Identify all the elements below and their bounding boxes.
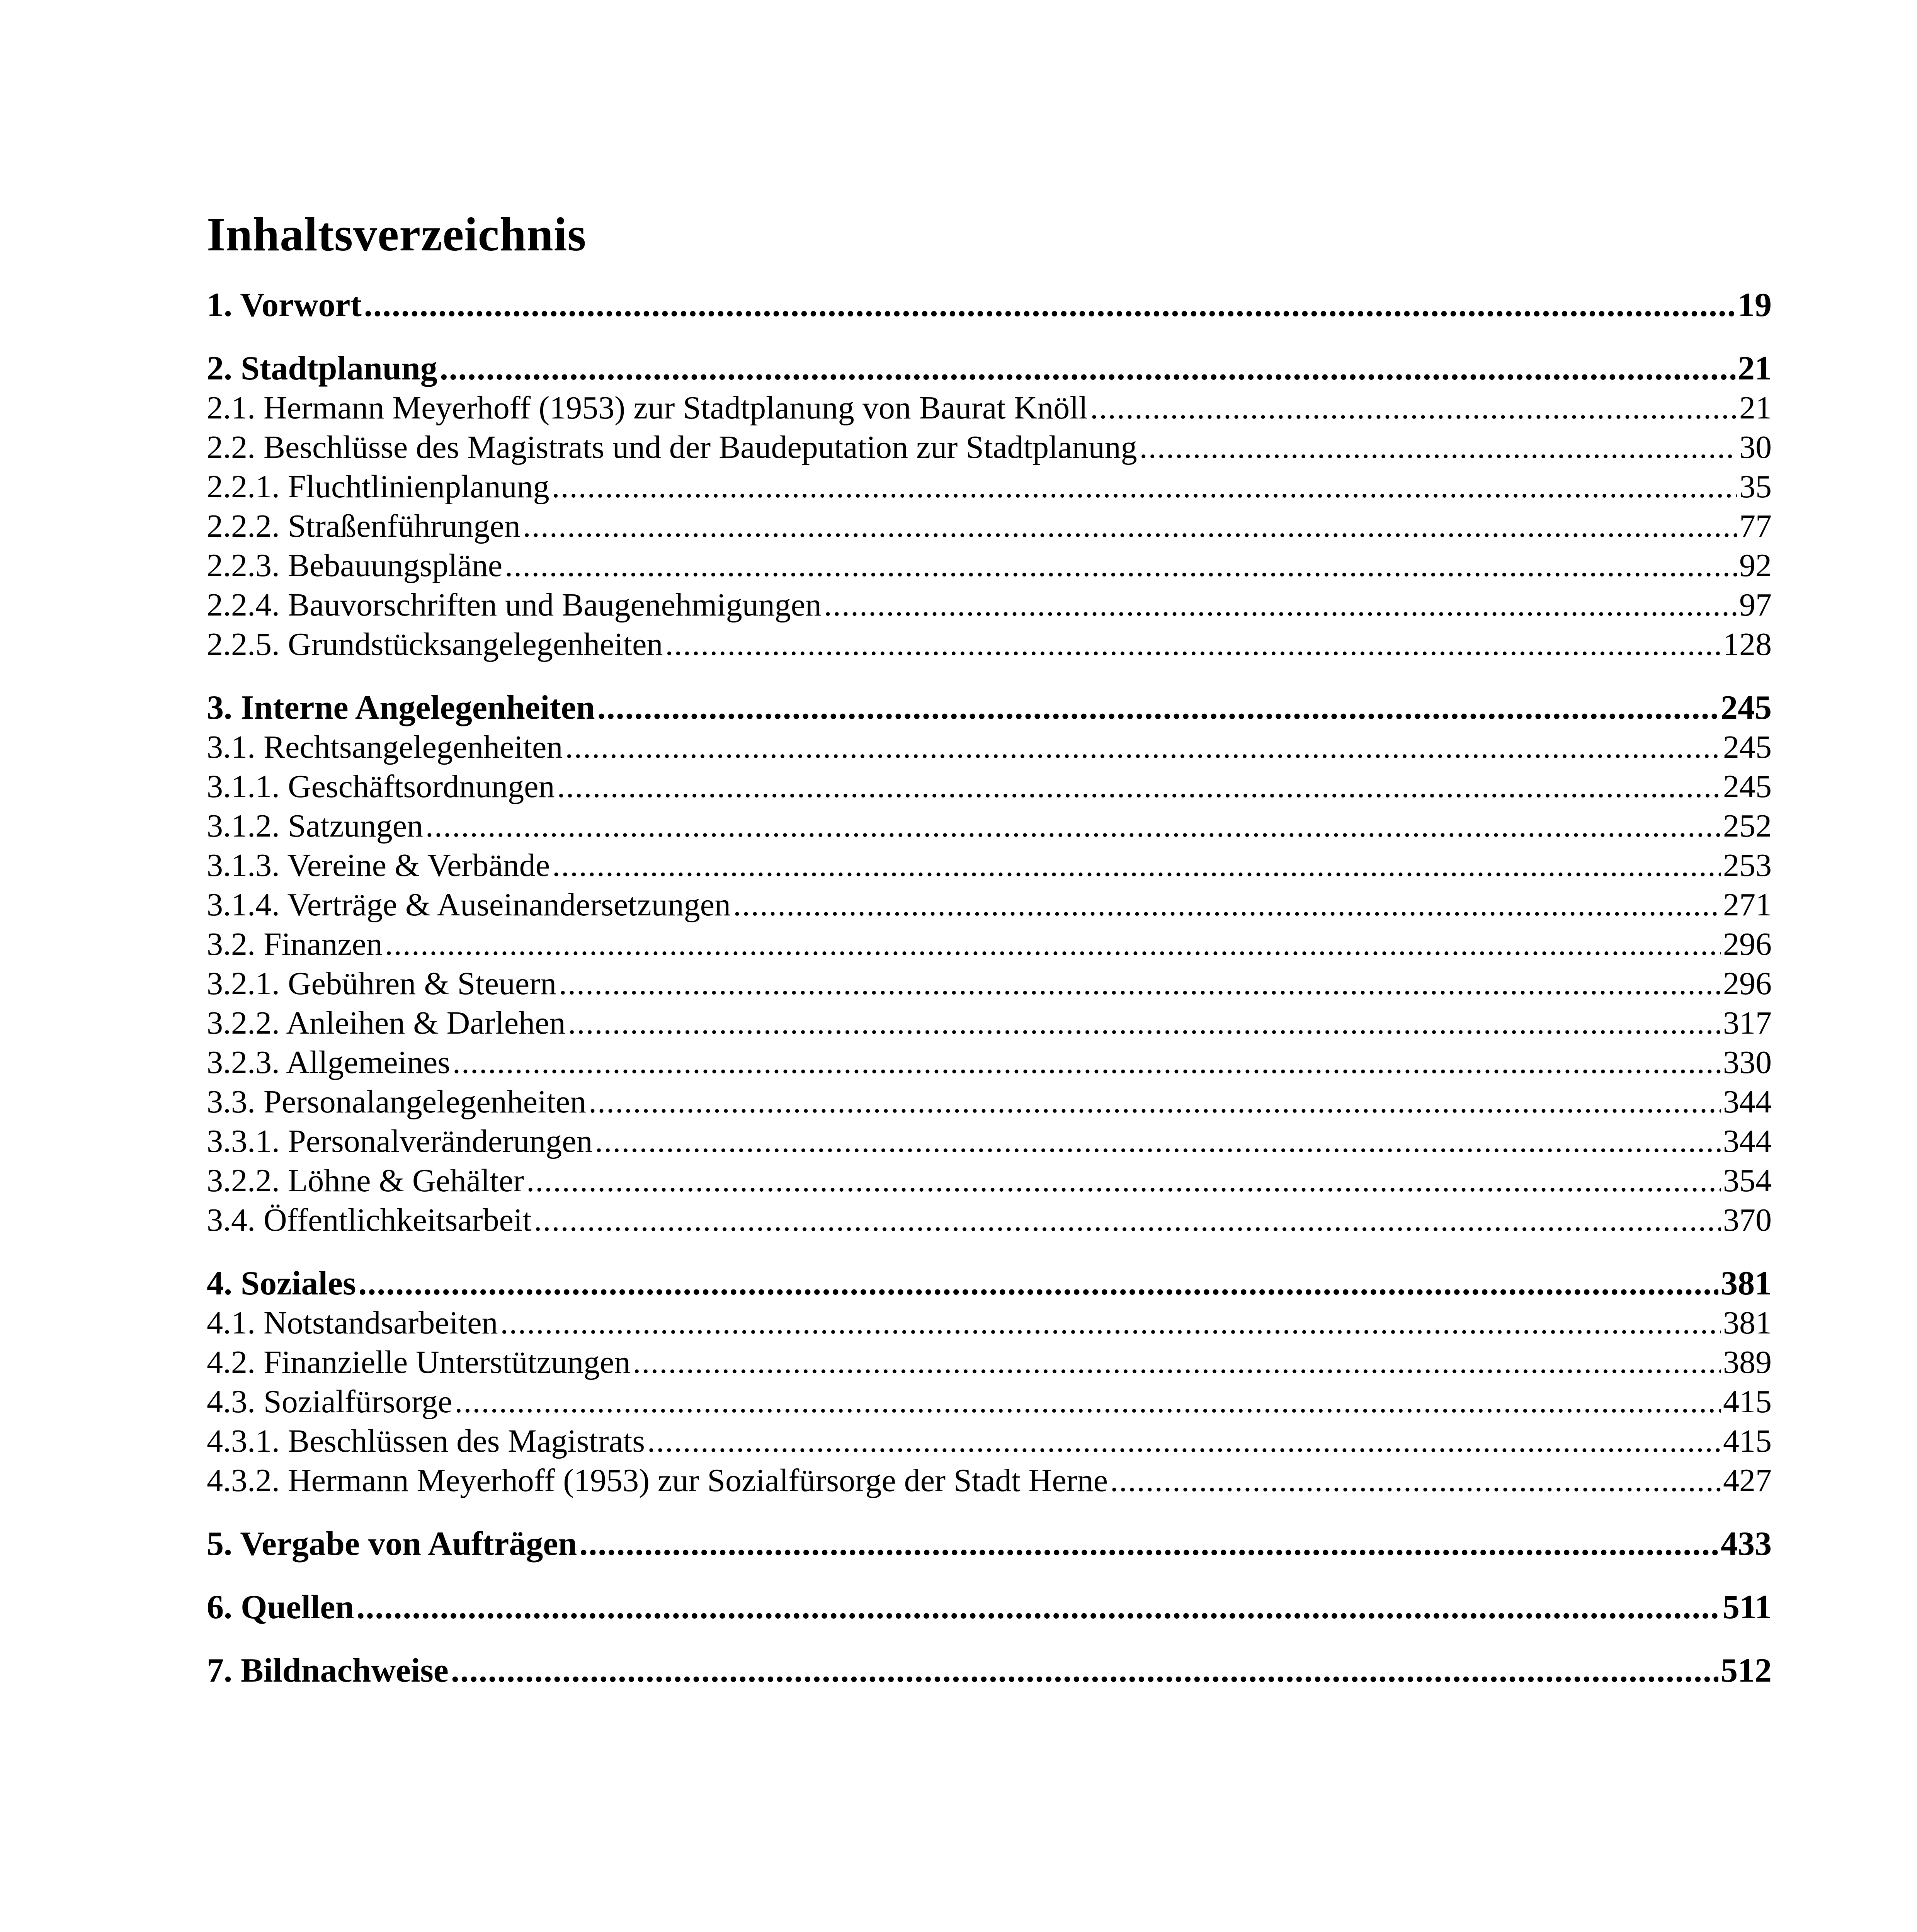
toc-page-number: 415	[1723, 1423, 1772, 1459]
dot-leader	[568, 1003, 1721, 1043]
toc-page-number: 245	[1723, 769, 1772, 804]
dot-leader	[552, 846, 1721, 885]
toc-entry-label: 1. Vorwort	[207, 286, 362, 324]
toc-section-entry[interactable]	[207, 1082, 1772, 1122]
toc-page-number: 317	[1723, 1005, 1772, 1041]
toc-entry-label: 2.2.3. Bebauungspläne	[207, 548, 503, 583]
toc-chapter-entry[interactable]	[207, 1264, 1772, 1303]
dot-leader	[454, 1382, 1721, 1422]
toc-section-entry[interactable]	[207, 1303, 1772, 1343]
toc-section-entry[interactable]	[207, 428, 1772, 467]
toc-page-number: 354	[1723, 1163, 1772, 1199]
dot-leader	[451, 1651, 1718, 1690]
toc-page-number: 427	[1723, 1463, 1772, 1498]
toc-section-entry[interactable]	[207, 1343, 1772, 1382]
toc-entry-label: 2.2. Beschlüsse des Magistrats und der Baudeputation zur Stadtplanung	[207, 429, 1137, 465]
dot-leader	[557, 767, 1721, 806]
toc-page-number: 389	[1723, 1344, 1772, 1380]
toc-entry-label: 7. Bildnachweise	[207, 1652, 449, 1689]
dot-leader	[534, 1201, 1721, 1240]
toc-section-entry[interactable]	[207, 1043, 1772, 1082]
dot-leader	[452, 1043, 1721, 1082]
toc-section-entry[interactable]	[207, 1003, 1772, 1043]
toc-entry-label: 4.1. Notstandsarbeiten	[207, 1305, 498, 1341]
dot-leader	[364, 286, 1735, 325]
toc-entry-label: 3.2. Finanzen	[207, 926, 383, 962]
toc-section-entry[interactable]	[207, 585, 1772, 625]
dot-leader	[526, 1161, 1721, 1201]
toc-entry-label: 3.3. Personalangelegenheiten	[207, 1084, 586, 1120]
page-title: Inhaltsverzeichnis	[207, 208, 587, 261]
toc-entry-label: 2.2.4. Bauvorschriften und Baugenehmigungen	[207, 587, 822, 623]
toc-page-number: 35	[1739, 469, 1772, 505]
dot-leader	[440, 349, 1735, 388]
toc-chapter-entry[interactable]	[207, 1524, 1772, 1564]
toc-section-entry[interactable]	[207, 546, 1772, 585]
dot-leader	[589, 1082, 1721, 1122]
toc-section-entry[interactable]	[207, 625, 1772, 664]
toc-entry-label: 2. Stadtplanung	[207, 350, 437, 387]
dot-leader	[385, 925, 1721, 964]
toc-entry-label: 3.1.3. Vereine & Verbände	[207, 847, 550, 883]
toc-section-entry[interactable]	[207, 1382, 1772, 1422]
dot-leader	[1140, 428, 1737, 467]
toc-page-number: 97	[1739, 587, 1772, 623]
toc-page-number: 92	[1739, 548, 1772, 583]
dot-leader	[523, 507, 1737, 546]
dot-leader	[500, 1303, 1721, 1343]
toc-section-entry[interactable]	[207, 467, 1772, 507]
toc-section-entry[interactable]	[207, 1161, 1772, 1201]
dot-leader	[733, 885, 1721, 925]
toc-entry-list	[207, 286, 1772, 1690]
toc-page-number: 296	[1723, 966, 1772, 1002]
dot-leader	[505, 546, 1737, 585]
toc-section-entry[interactable]	[207, 728, 1772, 767]
toc-chapter-entry[interactable]	[207, 1651, 1772, 1690]
toc-entry-label: 3.2.2. Löhne & Gehälter	[207, 1163, 524, 1199]
toc-entry-label: 3. Interne Angelegenheiten	[207, 689, 595, 726]
toc-entry-label: 5. Vergabe von Aufträgen	[207, 1525, 577, 1563]
toc-page-number: 511	[1722, 1588, 1772, 1626]
toc-page-number: 415	[1723, 1384, 1772, 1420]
dot-leader	[597, 688, 1718, 728]
dot-leader	[1090, 388, 1737, 428]
dot-leader	[356, 1588, 1720, 1627]
toc-entry-label: 3.1.1. Geschäftsordnungen	[207, 769, 555, 804]
dot-leader	[824, 585, 1737, 625]
toc-entry-label: 3.2.3. Allgemeines	[207, 1044, 450, 1080]
dot-leader	[559, 964, 1721, 1003]
toc-entry-label: 3.1. Rechtsangelegenheiten	[207, 729, 563, 765]
toc-chapter-entry[interactable]	[207, 1588, 1772, 1627]
toc-entry-label: 4.3. Sozialfürsorge	[207, 1384, 452, 1420]
dot-leader	[552, 467, 1737, 507]
toc-page-number: 296	[1723, 926, 1772, 962]
toc-section-entry[interactable]	[207, 1201, 1772, 1240]
toc-page-number: 21	[1739, 390, 1772, 426]
toc-entry-label: 3.3.1. Personalveränderungen	[207, 1123, 593, 1159]
toc-page-number: 245	[1723, 729, 1772, 765]
dot-leader	[647, 1422, 1721, 1461]
toc-page-number: 433	[1721, 1525, 1772, 1563]
toc-page-number: 381	[1723, 1305, 1772, 1341]
toc-entry-label: 4.3.1. Beschlüssen des Magistrats	[207, 1423, 645, 1459]
toc-section-entry[interactable]	[207, 767, 1772, 806]
toc-entry-label: 3.4. Öffentlichkeitsarbeit	[207, 1202, 532, 1238]
toc-section-entry[interactable]	[207, 846, 1772, 885]
toc-section-entry[interactable]	[207, 388, 1772, 428]
toc-page-number: 245	[1721, 689, 1772, 726]
toc-section-entry[interactable]	[207, 925, 1772, 964]
toc-page-number: 344	[1723, 1123, 1772, 1159]
toc-page-number: 30	[1739, 429, 1772, 465]
toc-page-number: 252	[1723, 808, 1772, 844]
toc-entry-label: 2.1. Hermann Meyerhoff (1953) zur Stadtplanung von Baurat Knöll	[207, 390, 1088, 426]
toc-page-number: 381	[1721, 1265, 1772, 1302]
toc-entry-label: 3.1.2. Satzungen	[207, 808, 423, 844]
dot-leader	[565, 728, 1721, 767]
dot-leader	[633, 1343, 1721, 1382]
toc-page-number: 330	[1723, 1044, 1772, 1080]
dot-leader	[358, 1264, 1718, 1303]
toc-section-entry[interactable]	[207, 806, 1772, 846]
toc-section-entry[interactable]	[207, 964, 1772, 1003]
toc-section-entry[interactable]	[207, 885, 1772, 925]
toc-page-number: 19	[1738, 286, 1772, 324]
toc-page-number: 77	[1739, 508, 1772, 544]
table-of-contents	[207, 208, 1772, 1690]
dot-leader	[665, 625, 1721, 664]
toc-entry-label: 2.2.1. Fluchtlinienplanung	[207, 469, 549, 505]
toc-section-entry[interactable]	[207, 1122, 1772, 1161]
toc-entry-label: 4.3.2. Hermann Meyerhoff (1953) zur Sozialfürsorge der Stadt Herne	[207, 1463, 1108, 1498]
toc-chapter-entry[interactable]	[207, 286, 1772, 325]
toc-entry-label: 2.2.2. Straßenführungen	[207, 508, 520, 544]
toc-page-number: 370	[1723, 1202, 1772, 1238]
toc-page-number: 253	[1723, 847, 1772, 883]
toc-entry-label: 2.2.5. Grundstücksangelegenheiten	[207, 626, 663, 662]
toc-page-number: 512	[1721, 1652, 1772, 1689]
toc-page-number: 344	[1723, 1084, 1772, 1120]
toc-page-number: 128	[1723, 626, 1772, 662]
toc-entry-label: 4. Soziales	[207, 1265, 356, 1302]
dot-leader	[579, 1524, 1718, 1564]
toc-section-entry[interactable]	[207, 1422, 1772, 1461]
dot-leader	[1110, 1461, 1721, 1500]
dot-leader	[425, 806, 1721, 846]
toc-page-number: 21	[1738, 350, 1772, 387]
toc-chapter-entry[interactable]	[207, 688, 1772, 728]
toc-page-number: 271	[1723, 887, 1772, 923]
toc-chapter-entry[interactable]	[207, 349, 1772, 388]
dot-leader	[595, 1122, 1721, 1161]
toc-entry-label: 4.2. Finanzielle Unterstützungen	[207, 1344, 631, 1380]
toc-section-entry[interactable]	[207, 507, 1772, 546]
toc-entry-label: 6. Quellen	[207, 1588, 354, 1626]
toc-entry-label: 3.2.1. Gebühren & Steuern	[207, 966, 557, 1002]
toc-entry-label: 3.2.2. Anleihen & Darlehen	[207, 1005, 566, 1041]
toc-section-entry[interactable]	[207, 1461, 1772, 1500]
toc-entry-label: 3.1.4. Verträge & Auseinandersetzungen	[207, 887, 731, 923]
